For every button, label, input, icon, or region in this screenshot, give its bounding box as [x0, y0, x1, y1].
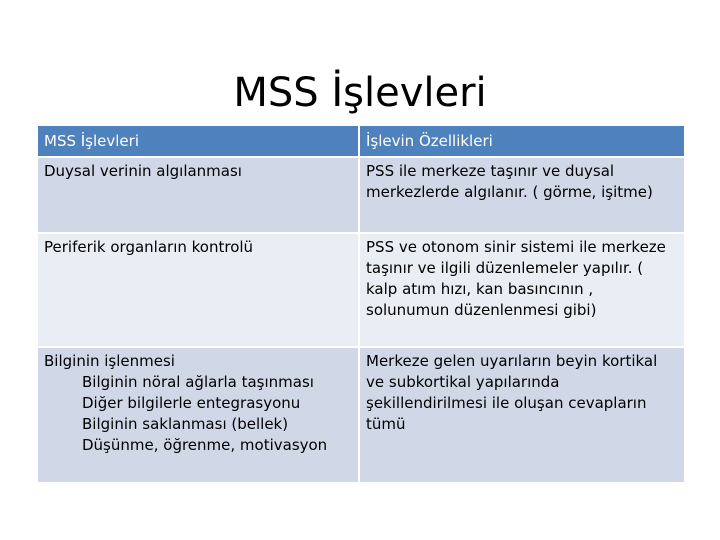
sub-item: Düşünme, öğrenme, motivasyon — [82, 436, 328, 454]
description-cell: Merkeze gelen uyarıların beyin kortikal ve subkortikal yapılarında şekillendirilmesi ile oluşan cevapların tümü — [359, 347, 685, 483]
function-cell — [37, 157, 359, 233]
sub-item: Diğer bilgilerle entegrasyonu — [82, 394, 301, 412]
description-cell: PSS ve otonom sinir sistemi ile merkeze taşınır ve ilgili düzenlemeler yapılır. ( kalp atım hızı, kan basıncının , solunumun düzenlenmesi gibi) — [359, 233, 685, 347]
table-header-row — [37, 125, 685, 157]
function-label: Duysal verinin algılanması — [44, 162, 242, 180]
sub-item: Bilginin nöral ağlarla taşınması — [82, 373, 314, 391]
slide-title: MSS İşlevleri — [233, 69, 487, 116]
sub-item: Bilginin saklanması (bellek) — [82, 415, 289, 433]
function-label: Periferik organların kontrolü — [44, 238, 254, 256]
table-row — [37, 233, 685, 347]
header-characteristics: İşlevin Özellikleri — [359, 125, 685, 157]
table-row — [37, 347, 685, 483]
functions-table — [36, 124, 686, 484]
description-cell: PSS ile merkeze taşınır ve duysal merkezlerde algılanır. ( görme, işitme) — [359, 157, 685, 233]
function-cell — [37, 347, 359, 483]
function-label: Bilginin işlenmesi — [44, 352, 175, 370]
table-row — [37, 157, 685, 233]
function-cell — [37, 233, 359, 347]
header-function: MSS İşlevleri — [37, 125, 359, 157]
